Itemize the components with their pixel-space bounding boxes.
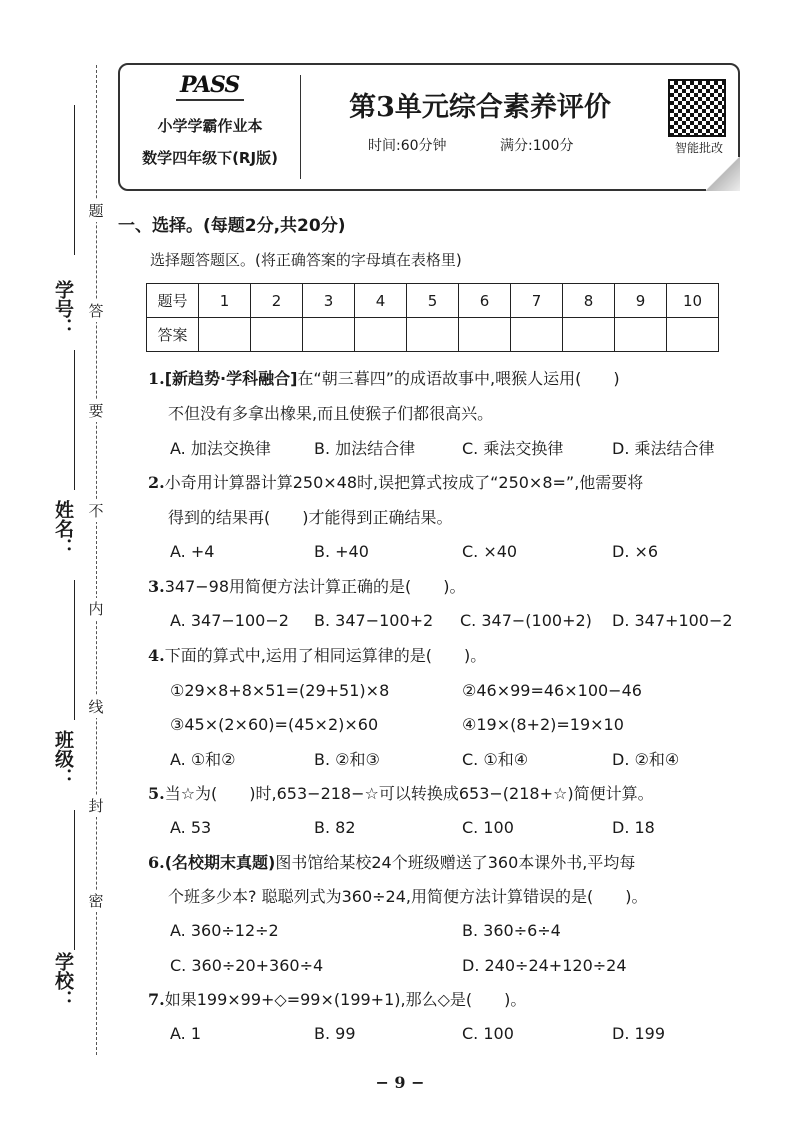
question-number-cell: 5 [407, 284, 459, 318]
question-text: 下面的算式中,运用了相同运算律的是( )。 [164, 646, 487, 665]
table-answer-label: 答案 [147, 318, 199, 352]
question-tag: [新趋势·学科融合] [164, 369, 298, 388]
question-number: 7. [148, 990, 165, 1009]
answer-cell[interactable] [563, 318, 615, 352]
question-number: 3. [148, 577, 165, 596]
seal-char: 密 [86, 890, 106, 912]
full-score: 满分:100分 [500, 138, 574, 154]
question-text: 小奇用计算器计算250×48时,误把算式按成了“250×8=”,他需要将 [164, 473, 644, 492]
header-divider [300, 75, 301, 179]
section-title: 一、选择。(每题2分,共20分) [118, 216, 346, 236]
seal-char: 不 [86, 500, 106, 522]
question-4-formula-1: ①29×8+8×51=(29+51)×8 [170, 681, 390, 700]
question-number: 4. [148, 646, 165, 665]
question-number-cell: 9 [615, 284, 667, 318]
question-2-stem [148, 472, 643, 494]
answer-cell[interactable] [199, 318, 251, 352]
question-4-formula-2: ②46×99=46×100−46 [462, 681, 642, 700]
question-number-cell: 2 [251, 284, 303, 318]
book-grade: 数学四年级下(RJ版) [142, 149, 278, 167]
seal-char: 答 [86, 300, 106, 322]
question-number-cell: 7 [511, 284, 563, 318]
class-label: 班级： [52, 730, 74, 787]
question-4-stem [148, 645, 486, 667]
name-label: 姓名： [52, 500, 74, 557]
seal-char: 封 [86, 795, 106, 817]
answer-cell[interactable] [251, 318, 303, 352]
school-line[interactable] [74, 810, 75, 950]
table-header-label: 题号 [147, 284, 199, 318]
question-4-formula-4: ④19×(8+2)=19×10 [462, 715, 624, 734]
question-number: 5. [148, 784, 165, 803]
question-2-option-d[interactable]: D. ×6 [612, 542, 659, 561]
question-number-cell: 4 [355, 284, 407, 318]
question-3-option-b[interactable]: B. 347−100+2 [314, 611, 434, 630]
question-text: 当☆为( )时,653−218−☆可以转换成653−(218+☆)简便计算。 [164, 784, 654, 803]
answer-cell[interactable] [615, 318, 667, 352]
answer-cell[interactable] [303, 318, 355, 352]
question-2-option-c[interactable]: C. ×40 [462, 542, 518, 561]
question-3-stem [148, 576, 466, 598]
question-tag: (名校期末真题) [164, 853, 276, 872]
answer-cell[interactable] [667, 318, 719, 352]
question-number: 6. [148, 853, 165, 872]
brand-logo: PASS [180, 72, 240, 98]
question-3-option-c[interactable]: C. 347−(100+2) [460, 611, 592, 630]
question-2-option-a[interactable]: A. +4 [170, 542, 215, 561]
question-text: 图书馆给某校24个班级赠送了360本课外书,平均每 [275, 853, 636, 872]
question-number-cell: 8 [563, 284, 615, 318]
question-4-formula-3: ③45×(2×60)=(45×2)×60 [170, 715, 379, 734]
question-4-option-c[interactable]: C. ①和④ [462, 750, 529, 769]
question-text: 347−98用简便方法计算正确的是( )。 [164, 577, 466, 596]
question-3-option-d[interactable]: D. 347+100−2 [612, 611, 733, 630]
question-number: 2. [148, 473, 165, 492]
question-number-cell: 10 [667, 284, 719, 318]
question-number: 1. [148, 369, 165, 388]
question-6-stem [148, 852, 635, 874]
question-6-option-b[interactable]: B. 360÷6÷4 [462, 921, 561, 940]
class-line[interactable] [74, 580, 75, 720]
page-number: − 9 − [375, 1073, 425, 1092]
question-5-option-c[interactable]: C. 100 [462, 818, 514, 837]
question-5-stem [148, 783, 654, 805]
question-6-option-d[interactable]: D. 240÷24+120÷24 [462, 956, 627, 975]
question-7-option-d[interactable]: D. 199 [612, 1024, 666, 1043]
answer-table-header-row [147, 284, 719, 318]
question-7-option-a[interactable]: A. 1 [170, 1024, 202, 1043]
question-6-option-a[interactable]: A. 360÷12÷2 [170, 921, 279, 940]
worksheet-header [118, 63, 740, 191]
question-6-option-c[interactable]: C. 360÷20+360÷4 [170, 956, 324, 975]
seal-char: 题 [86, 200, 106, 222]
question-1-option-a[interactable]: A. 加法交换律 [170, 439, 271, 458]
book-name: 小学学霸作业本 [157, 117, 263, 135]
question-1-option-b[interactable]: B. 加法结合律 [314, 439, 416, 458]
question-text: 如果199×99+◇=99×(199+1),那么◇是( )。 [164, 990, 527, 1009]
question-3-option-a[interactable]: A. 347−100−2 [170, 611, 289, 630]
school-label: 学校： [52, 952, 74, 1009]
question-6-stem-cont: 个班多少本? 聪聪列式为360÷24,用简便方法计算错误的是( )。 [168, 887, 648, 906]
question-5-option-d[interactable]: D. 18 [612, 818, 655, 837]
student-id-label: 学号： [52, 280, 74, 337]
answer-cell[interactable] [355, 318, 407, 352]
qr-code-icon[interactable] [668, 79, 726, 137]
unit-title: 第3单元综合素养评价 [349, 92, 611, 123]
question-7-option-c[interactable]: C. 100 [462, 1024, 514, 1043]
question-1-option-d[interactable]: D. 乘法结合律 [612, 439, 715, 458]
question-4-option-b[interactable]: B. ②和③ [314, 750, 380, 769]
name-line[interactable] [74, 350, 75, 490]
question-2-stem-cont: 得到的结果再( )才能得到正确结果。 [168, 508, 453, 527]
answer-cell[interactable] [459, 318, 511, 352]
question-text: 在“朝三暮四”的成语故事中,喂猴人运用( ) [297, 369, 620, 388]
answer-cell[interactable] [511, 318, 563, 352]
question-4-option-a[interactable]: A. ①和② [170, 750, 236, 769]
qr-label: 智能批改 [674, 141, 723, 155]
answer-table [146, 283, 719, 352]
question-1-stem-cont: 不但没有多拿出橡果,而且使猴子们都很高兴。 [168, 404, 494, 423]
answer-table-answer-row [147, 318, 719, 352]
question-1-stem [148, 368, 620, 390]
question-number-cell: 6 [459, 284, 511, 318]
time-limit: 时间:60分钟 [368, 138, 447, 154]
answer-area-note: 选择题答题区。(将正确答案的字母填在表格里) [150, 251, 462, 269]
answer-cell[interactable] [407, 318, 459, 352]
logo-underline [176, 99, 244, 101]
question-5-option-b[interactable]: B. 82 [314, 818, 356, 837]
seal-char: 内 [86, 598, 106, 620]
question-number-cell: 3 [303, 284, 355, 318]
question-7-stem [148, 989, 526, 1011]
question-5-option-a[interactable]: A. 53 [170, 818, 212, 837]
student-id-line[interactable] [74, 105, 75, 255]
question-4-option-d[interactable]: D. ②和④ [612, 750, 680, 769]
question-1-option-c[interactable]: C. 乘法交换律 [462, 439, 564, 458]
question-number-cell: 1 [199, 284, 251, 318]
page-curl-icon [706, 157, 740, 191]
question-2-option-b[interactable]: B. +40 [314, 542, 369, 561]
seal-char: 要 [86, 400, 106, 422]
seal-char: 线 [86, 696, 106, 718]
question-7-option-b[interactable]: B. 99 [314, 1024, 356, 1043]
